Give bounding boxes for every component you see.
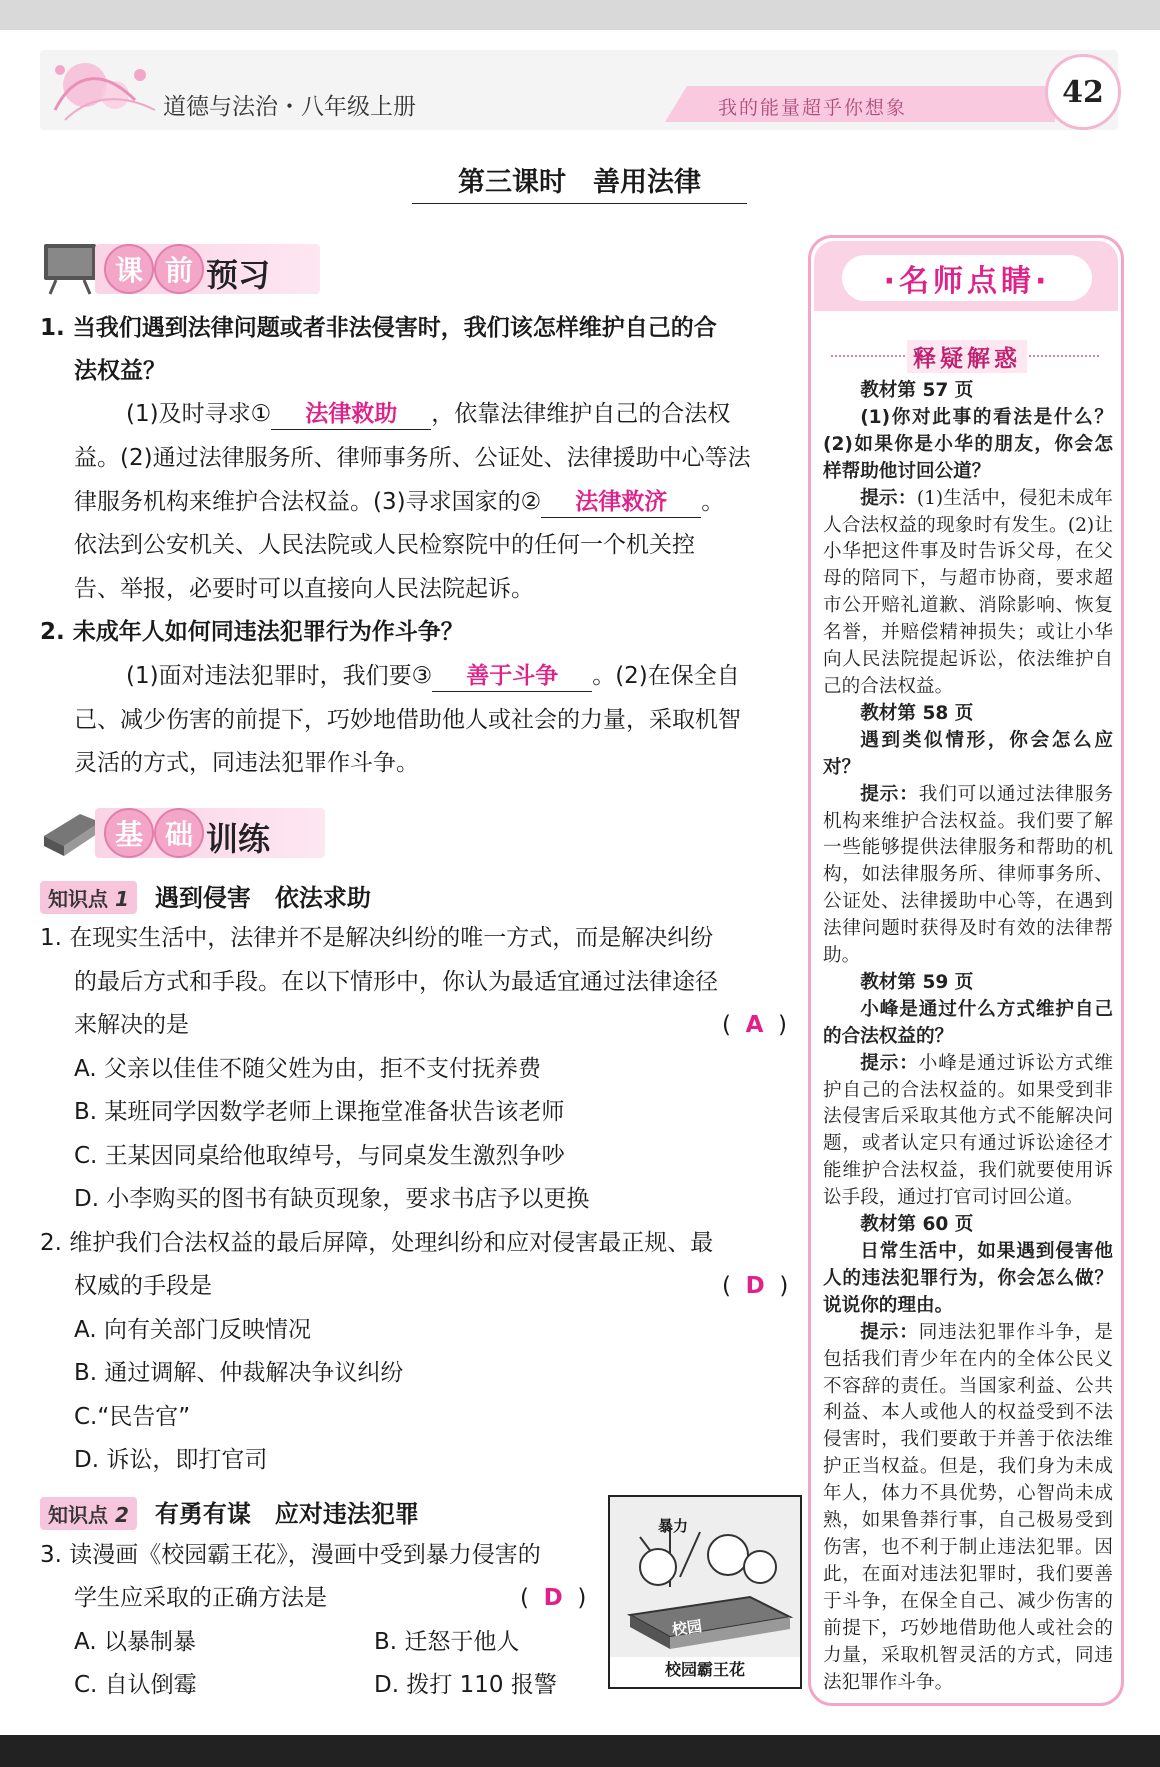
question-3-answer: ( D ) <box>520 1585 587 1611</box>
question-2-line: 2. 维护我们合法权益的最后屏障，处理纠纷和应对侵害最正规、最 <box>40 1230 714 1256</box>
section-char: 课 <box>104 244 154 294</box>
question-1-option: A. 父亲以佳佳不随父姓为由，拒不支付抚养费 <box>74 1056 541 1082</box>
question-1-line: 1. 在现实生活中，法律并不是解决纠纷的唯一方式，而是解决纠纷 <box>40 925 714 951</box>
answer-blank-3: 善于斗争 <box>432 661 592 692</box>
hint: 提示：小峰是通过诉讼方式维护自己的合法权益的。如果受到非法侵害后采取其他方式不能解决问题，或者认定只有通过诉讼途径才能维护合法权益，我们就要使用诉讼手段，通过打官司讨回公道。 <box>823 1052 1113 1209</box>
question-3-option: B. 迁怒于他人 <box>374 1629 520 1655</box>
section-training-header <box>40 800 340 860</box>
hint: 提示：同违法犯罪作斗争，是包括我们青少年在内的全体公民义不容辞的责任。当国家利益、公共利益、本人或他人的权益受到不法侵害时，我们要敢于并善于依法维护正当权益。但是，我们身为未成年人，体力不具优势，心智尚未成熟，如果鲁莽行事，自己极易受到伤害，也不利于制止违法犯罪。因此，在面对违法犯罪时，我们要善于斗争，在保全自己、减少伤害的前提下，巧妙地借助他人或社会的力量，采取机智灵活的方式，同违法犯罪作斗争。 <box>823 1321 1113 1693</box>
comic-caption: 校园霸王花 <box>664 1660 745 1679</box>
question-1-option: C. 王某因同桌给他取绰号，与同桌发生激烈争吵 <box>74 1143 565 1169</box>
section-char: 础 <box>154 808 204 858</box>
preview-q2-line: 灵活的方式，同违法犯罪作斗争。 <box>74 750 419 776</box>
preview-q1-stem-cont: 法权益？ <box>74 358 166 384</box>
textbook-ref: 教材第 57 页 <box>860 380 974 401</box>
textbook-ref: 教材第 59 页 <box>860 971 974 993</box>
answer-blank-2: 法律救济 <box>541 487 701 518</box>
slogan: 我的能量超乎你想象 <box>718 97 908 119</box>
question-3-line: 学生应采取的正确方法是 <box>74 1585 327 1611</box>
hint: 提示：我们可以通过法律服务机构来维护合法权益。我们要了解一些能够提供法律服务和帮助的机构，如法律服务所、律师事务所、公证处、法律援助中心等，在遇到法律问题时获得及时有效的法律帮助。 <box>823 783 1113 967</box>
answer-blank-1: 法律救助 <box>271 399 431 430</box>
question-1-line: 的最后方式和手段。在以下情形中，你认为最适宜通过法律途径 <box>74 969 718 995</box>
section-title: 预习 <box>206 256 271 294</box>
sidebar-teacher-tips <box>808 235 1124 1706</box>
question-1-answer: ( A ) <box>722 1012 788 1038</box>
divider <box>831 355 905 357</box>
question-1-line: 来解决的是 <box>74 1012 189 1038</box>
question-3-option: D. 拨打 110 报警 <box>374 1672 557 1698</box>
textbook-ref: 教材第 60 页 <box>860 1214 974 1236</box>
preview-q1-stem: 1. 当我们遇到法律问题或者非法侵害时，我们该怎样维护自己的合 <box>40 315 717 341</box>
question-1-option: D. 小李购买的图书有缺页现象，要求书店予以更换 <box>74 1186 590 1212</box>
question-2-option: C.“民告官” <box>74 1404 191 1430</box>
preview-q2-line: (1)面对违法犯罪时，我们要③ 善于斗争 。(2)在保全自 <box>126 655 740 698</box>
book-title: 道德与法治・八年级上册 <box>163 94 416 120</box>
sidebar-header <box>814 241 1118 311</box>
section-char: 基 <box>104 808 154 858</box>
divider <box>1025 355 1099 357</box>
knowledge-point-1 <box>40 878 371 914</box>
question-2-answer: ( D ) <box>722 1273 789 1299</box>
knowledge-point-title: 遇到侵害 依法求助 <box>154 884 371 912</box>
preview-q2-line: 己、减少伤害的前提下，巧妙地借助他人或社会的力量，采取机智 <box>74 707 741 733</box>
textbook-question: 小峰是通过什么方式维护自己的合法权益的？ <box>823 998 1113 1047</box>
lesson-title: 第三课时 善用法律 <box>412 160 747 204</box>
question-2-line: 权威的手段是 <box>74 1273 212 1299</box>
question-2-option: D. 诉讼，即打官司 <box>74 1447 268 1473</box>
bottom-bar <box>0 1735 1160 1767</box>
question-2-option: A. 向有关部门反映情况 <box>74 1317 311 1343</box>
sidebar-title: ·名师点睛· <box>842 255 1092 301</box>
textbook-question: 日常生活中，如果遇到侵害他人的违法犯罪行为，你会怎么做？说说你的理由。 <box>823 1241 1113 1316</box>
sidebar-content <box>823 378 1113 1696</box>
preview-q2-stem: 2. 未成年人如何同违法犯罪行为作斗争？ <box>40 619 464 645</box>
textbook-ref: 教材第 58 页 <box>860 702 974 724</box>
preview-q1-line: 律服务机构来维护合法权益。(3)寻求国家的② 法律救济 。 <box>74 481 724 524</box>
textbook-question: (1)你对此事的看法是什么？(2)如果你是小华的朋友，你会怎样帮助他讨回公道？ <box>823 406 1113 482</box>
section-title: 训练 <box>206 820 271 858</box>
question-3-line: 3. 读漫画《校园霸王花》，漫画中受到暴力侵害的 <box>40 1542 541 1568</box>
blackboard-icon <box>40 240 100 296</box>
preview-q1-line: 益。(2)通过法律服务所、律师事务所、公证处、法律援助中心等法 <box>74 445 751 471</box>
comic-drawing-icon <box>610 1497 800 1657</box>
sidebar-subtitle: 释疑解惑 <box>907 340 1027 373</box>
question-3-option: A. 以暴制暴 <box>74 1629 196 1655</box>
question-1-option: B. 某班同学因数学老师上课拖堂准备状告该老师 <box>74 1099 565 1125</box>
comic-violence-label: 暴力 <box>658 1517 689 1535</box>
question-2-option: B. 通过调解、仲裁解决争议纠纷 <box>74 1360 404 1386</box>
knowledge-point-2 <box>40 1494 419 1530</box>
knowledge-point-tag: 知识点 1 <box>40 881 137 914</box>
preview-q1-line: 依法到公安机关、人民法院或人民检察院中的任何一个机关控 <box>74 532 695 558</box>
preview-q1-line: 告、举报，必要时可以直接向人民法院起诉。 <box>74 576 534 602</box>
knowledge-point-tag: 知识点 2 <box>40 1497 137 1530</box>
comic-book-label: 校园 <box>670 1616 704 1639</box>
question-3-option: C. 自认倒霉 <box>74 1672 197 1698</box>
preview-q1-line: (1)及时寻求① 法律救助 ，依靠法律维护自己的合法权 <box>126 393 730 436</box>
comic-illustration <box>608 1495 802 1689</box>
page-number: 42 <box>1045 54 1121 130</box>
section-char: 前 <box>154 244 204 294</box>
knowledge-point-title: 有勇有谋 应对违法犯罪 <box>154 1500 419 1528</box>
textbook-question: 遇到类似情形，你会怎么应对？ <box>823 729 1113 778</box>
section-preview-header <box>40 236 340 296</box>
hint: 提示：(1)生活中，侵犯未成年人合法权益的现象时有发生。(2)让小华把这件事及时告诉父母，在父母的陪同下，与超市协商，要求超市公开赔礼道歉、消除影响、恢复名誉，并赔偿精神损失；或让小华向人民法院提起诉讼，依法维护自己的合法权益。 <box>823 487 1113 697</box>
flower-ornament-icon <box>45 50 165 130</box>
